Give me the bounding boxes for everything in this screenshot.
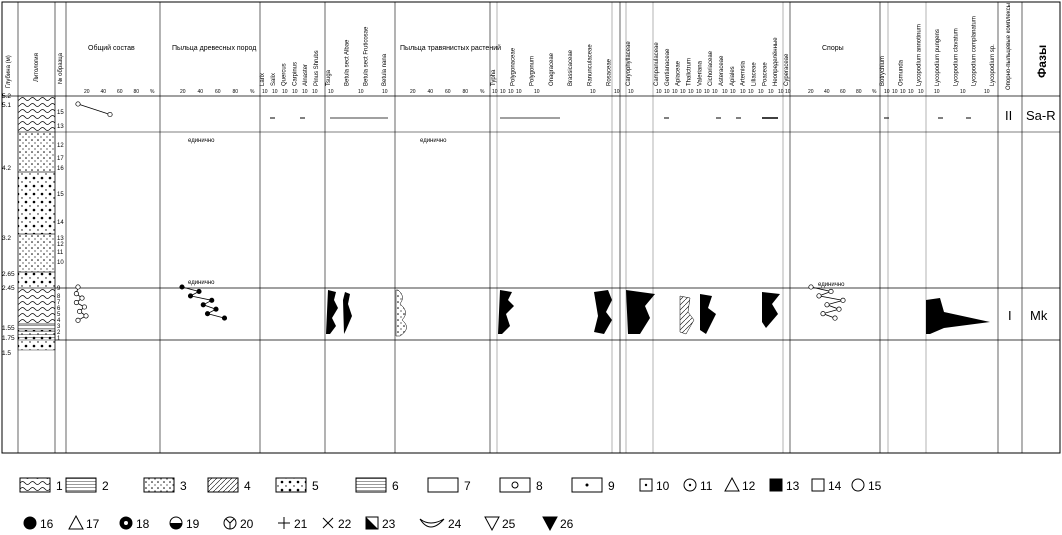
taxon-trees_b-1: Betula sect Albae bbox=[344, 39, 351, 86]
sample-label-11: 9 bbox=[57, 286, 61, 292]
tick-small-23: 10 bbox=[704, 89, 710, 95]
depth-label-7: 1.75 bbox=[2, 335, 15, 342]
sample-label-16: 4 bbox=[57, 318, 61, 324]
sample-header: № образца bbox=[58, 52, 64, 84]
tick-small-12: 10 bbox=[516, 89, 522, 95]
tick-percent-4: % bbox=[480, 89, 485, 95]
taxon-herbs_b-11: Неопределённые bbox=[773, 37, 780, 86]
sample-label-2: 12 bbox=[57, 143, 64, 149]
taxa-herbs-b bbox=[654, 37, 790, 86]
spores-header: Споры bbox=[822, 45, 844, 52]
tick-tree-1: 40 bbox=[197, 89, 204, 95]
taxon-herbs_b-10: Poaceae bbox=[762, 62, 769, 86]
tick-percent-2: 60 bbox=[445, 89, 451, 95]
series-point-1-2 bbox=[80, 296, 84, 300]
series-line-0 bbox=[78, 104, 110, 115]
tick-small-6: 10 bbox=[328, 89, 334, 95]
series-point-2-1 bbox=[197, 289, 201, 293]
tick-small-37: 10 bbox=[918, 89, 924, 95]
taxon-herbs_a-6: Rosaceae bbox=[606, 58, 613, 86]
phase-lower: Mk bbox=[1030, 308, 1048, 323]
tick-percent-3: 80 bbox=[133, 89, 140, 95]
legend-symbol-17 bbox=[69, 516, 83, 529]
tick-small-24: 10 bbox=[712, 89, 718, 95]
series-point-1-3 bbox=[74, 300, 78, 304]
tick-percent-1: 40 bbox=[824, 89, 830, 95]
legend-label-1: 1 bbox=[56, 479, 63, 493]
legend-symbol-22 bbox=[323, 518, 333, 528]
legend bbox=[20, 478, 882, 531]
legend-label-19: 19 bbox=[186, 517, 200, 531]
taxon-herbs_b-4: Valeriana bbox=[697, 61, 704, 86]
series-point-1-6 bbox=[84, 314, 88, 318]
sample-label-12: 8 bbox=[57, 294, 61, 300]
taxon-herbs_b-7: Apiales bbox=[729, 66, 736, 86]
bar-lycopodium bbox=[926, 298, 990, 334]
tick-small-19: 10 bbox=[672, 89, 678, 95]
tick-small-15: 10 bbox=[614, 89, 620, 95]
phase-header: Фазы bbox=[1035, 44, 1049, 78]
legend-label-23: 23 bbox=[382, 517, 396, 531]
tick-small-32: 10 bbox=[785, 89, 791, 95]
legend-label-16: 16 bbox=[40, 517, 54, 531]
taxon-spores_b-2: Lycopodium annotinum bbox=[916, 24, 923, 86]
series-point-0-1 bbox=[108, 112, 112, 116]
legend-symbol-21 bbox=[278, 517, 290, 529]
depth-labels bbox=[2, 93, 15, 357]
series-point-1-5 bbox=[77, 309, 81, 313]
bar-betula-albae bbox=[326, 290, 338, 334]
sample-label-8: 12 bbox=[57, 242, 64, 248]
taxon-trees_b-2: Betula sect Fruticosae bbox=[363, 26, 370, 86]
zone-lower: I bbox=[1008, 308, 1012, 323]
legend-9-mark bbox=[586, 484, 589, 487]
tick-tree-2: 60 bbox=[215, 89, 221, 95]
sample-label-17: 3 bbox=[57, 324, 61, 330]
legend-label-11: 11 bbox=[700, 479, 713, 493]
series-point-3-6 bbox=[821, 311, 825, 315]
tick-small-1: 10 bbox=[272, 89, 278, 95]
tick-small-10: 10 bbox=[500, 89, 506, 95]
taxon-trees_a-5: Pinus Shrubs bbox=[314, 50, 320, 86]
legend-symbol-12 bbox=[725, 478, 739, 491]
sample-label-9: 11 bbox=[57, 250, 64, 256]
legend-symbol-1 bbox=[20, 478, 50, 492]
herb-pollen-header-text: Пыльца травянистых растений bbox=[400, 45, 502, 52]
taxon-spores_b-5: Lycopodium complanatum bbox=[971, 16, 978, 86]
series-point-3-3 bbox=[841, 298, 845, 302]
tick-percent-2: 60 bbox=[840, 89, 846, 95]
taxon-trees_a-4: Alnaster bbox=[303, 63, 310, 86]
tick-small-11: 10 bbox=[508, 89, 514, 95]
series-point-2-2 bbox=[188, 294, 192, 298]
taxon-herbs_b-2: Apiaceae bbox=[675, 60, 682, 86]
legend-label-24: 24 bbox=[448, 517, 462, 531]
tick-small-31: 10 bbox=[778, 89, 784, 95]
series-point-3-5 bbox=[837, 307, 841, 311]
taxon-herbs_a-1: Polygonaceae bbox=[510, 47, 517, 86]
sample-label-1: 13 bbox=[57, 124, 64, 130]
bar-typha bbox=[498, 290, 514, 334]
phase-upper: Sa-R bbox=[1026, 108, 1056, 123]
taxon-trees_a-3: Carpinus bbox=[292, 61, 299, 86]
tick-small-39: 10 bbox=[960, 89, 966, 95]
taxa-herbs-a bbox=[491, 41, 632, 86]
silhouette-bars bbox=[326, 290, 990, 334]
legend-label-13: 13 bbox=[786, 479, 800, 493]
taxon-herbs_b-3: Thalictrum bbox=[686, 57, 693, 86]
legend-label-26: 26 bbox=[560, 517, 574, 531]
bar-ranunculaceae bbox=[594, 290, 612, 334]
legend-symbol-6 bbox=[356, 478, 386, 492]
series-point-3-1 bbox=[829, 289, 833, 293]
taxon-spores_b-0: Botrychium bbox=[880, 55, 886, 86]
sample-label-3: 17 bbox=[57, 156, 64, 162]
sample-labels bbox=[57, 110, 64, 342]
tree-pollen-header-text: Пыльца древесных пород bbox=[172, 45, 257, 52]
depth-label-1: 5.1 bbox=[2, 102, 12, 109]
legend-8-mark bbox=[512, 482, 518, 488]
series-point-3-0 bbox=[809, 285, 813, 289]
note-single-top-tree: единично bbox=[188, 138, 215, 144]
legend-symbol-13 bbox=[770, 479, 782, 491]
legend-symbol-16 bbox=[24, 517, 36, 529]
sample-label-14: 6 bbox=[57, 306, 61, 312]
legend-symbol-26 bbox=[543, 517, 557, 530]
legend-symbol-25 bbox=[485, 517, 499, 530]
tick-small-36: 10 bbox=[908, 89, 914, 95]
tick-percent-3: 80 bbox=[462, 89, 469, 95]
tick-small-22: 10 bbox=[696, 89, 702, 95]
sample-label-15: 5 bbox=[57, 312, 61, 318]
tick-percent-1: 40 bbox=[427, 89, 434, 95]
tick-small-2: 10 bbox=[282, 89, 288, 95]
tick-small-17: 10 bbox=[656, 89, 662, 95]
tick-percent-0: 20 bbox=[410, 89, 416, 95]
legend-label-7: 7 bbox=[464, 479, 471, 493]
note-single-mid-tree: единично bbox=[188, 280, 215, 286]
tick-percent-3: 80 bbox=[856, 89, 862, 95]
depth-label-3: 3.2 bbox=[2, 235, 12, 242]
series-point-0-0 bbox=[76, 102, 80, 106]
tick-small-4: 10 bbox=[302, 89, 308, 95]
tick-percent-4: % bbox=[150, 89, 155, 95]
taxon-herbs_a-4: Brassicaceae bbox=[568, 49, 575, 86]
legend-symbol-24 bbox=[420, 519, 444, 527]
note-single-spores: единично bbox=[818, 282, 845, 288]
series-point-3-2 bbox=[817, 294, 821, 298]
tick-small-21: 10 bbox=[688, 89, 694, 95]
sample-label-13: 7 bbox=[57, 300, 61, 306]
series-point-2-4 bbox=[201, 303, 205, 307]
legend-label-20: 20 bbox=[240, 517, 254, 531]
depth-label-2: 4.2 bbox=[2, 165, 12, 172]
bar-caryophyllaceae bbox=[626, 290, 655, 334]
taxon-spores_b-3: Lycopodium pungens bbox=[935, 29, 941, 86]
legend-label-17: 17 bbox=[86, 517, 100, 531]
tick-small-35: 10 bbox=[900, 89, 906, 95]
sample-label-0: 15 bbox=[57, 110, 64, 116]
series-point-1-1 bbox=[74, 291, 78, 295]
taxon-spores_b-4: Lycopodium clavatum bbox=[953, 28, 960, 86]
series-point-1-4 bbox=[82, 305, 86, 309]
series-point-2-3 bbox=[210, 298, 214, 302]
tick-small-25: 10 bbox=[722, 89, 728, 95]
legend-11-dot bbox=[689, 484, 691, 486]
depth-label-8: 1.5 bbox=[2, 350, 12, 357]
taxon-herbs_b-8: Artemisia bbox=[740, 60, 747, 86]
legend-label-18: 18 bbox=[136, 517, 150, 531]
tick-small-5: 10 bbox=[312, 89, 318, 95]
legend-19-half bbox=[170, 523, 182, 529]
taxon-herbs_b-9: Liliaceae bbox=[751, 62, 758, 86]
series-point-2-6 bbox=[205, 311, 209, 315]
tree-pollen-header bbox=[172, 45, 256, 52]
tick-small-7: 10 bbox=[358, 89, 364, 95]
tick-small-27: 10 bbox=[740, 89, 746, 95]
sample-label-18: 2 bbox=[57, 330, 61, 336]
series-point-2-5 bbox=[214, 307, 218, 311]
tick-small-33: 10 bbox=[884, 89, 890, 95]
tick-percent-4: % bbox=[872, 89, 877, 95]
taxon-herbs_a-3: Onagraceae bbox=[548, 52, 555, 86]
series-point-2-0 bbox=[180, 285, 184, 289]
tick-small-13: 10 bbox=[534, 89, 540, 95]
sample-label-10: 10 bbox=[57, 260, 64, 266]
depth-header: Глубина (м) bbox=[6, 55, 12, 88]
series-point-1-7 bbox=[76, 318, 80, 322]
taxon-trees_b-0: Tsuga bbox=[326, 69, 332, 86]
tick-small-28: 10 bbox=[748, 89, 754, 95]
taxon-spores_b-1: Osmunda bbox=[898, 59, 905, 86]
legend-label-9: 9 bbox=[608, 479, 615, 493]
legend-label-3: 3 bbox=[180, 479, 187, 493]
tick-small-40: 10 bbox=[984, 89, 990, 95]
taxon-trees_a-1: Salix bbox=[270, 72, 277, 86]
legend-symbol-14 bbox=[812, 479, 824, 491]
taxon-herbs_b-6: Asteraceae bbox=[719, 55, 725, 86]
taxon-herbs_b-12: Cyperaceae bbox=[784, 53, 790, 86]
tick-small-38: 10 bbox=[934, 89, 940, 95]
sample-label-7: 13 bbox=[57, 236, 64, 242]
axis-ticks bbox=[84, 89, 990, 95]
legend-label-12: 12 bbox=[742, 479, 756, 493]
legend-symbol-7 bbox=[428, 478, 458, 492]
tick-small-26: 10 bbox=[730, 89, 736, 95]
tick-small-0: 10 bbox=[262, 89, 268, 95]
legend-label-14: 14 bbox=[828, 479, 842, 493]
taxon-herbs_a-5: Ranunculaceae bbox=[587, 44, 594, 86]
taxon-trees_a-0: Larix bbox=[260, 72, 266, 86]
tick-tree-3: 80 bbox=[232, 89, 239, 95]
complex-header: Опорно-пыльцевые комплексы bbox=[1006, 3, 1012, 90]
taxon-trees_a-2: Quercus bbox=[281, 63, 288, 86]
herb-pollen-header bbox=[400, 44, 501, 52]
taxa-spores-b bbox=[880, 16, 996, 86]
legend-label-15: 15 bbox=[868, 479, 882, 493]
tick-small-3: 10 bbox=[292, 89, 298, 95]
tick-tree-4: % bbox=[250, 89, 255, 95]
legend-label-10: 10 bbox=[656, 479, 670, 493]
sample-label-19: 1 bbox=[57, 336, 61, 342]
series-point-3-4 bbox=[825, 303, 829, 307]
bar-betula-fruticosae bbox=[343, 292, 352, 334]
legend-10-dot bbox=[645, 484, 647, 486]
column-dividers bbox=[18, 2, 1022, 453]
series-point-1-0 bbox=[76, 285, 80, 289]
taxon-spores_b-6: Lycopodium sp. bbox=[990, 44, 996, 86]
legend-symbol-5 bbox=[276, 478, 306, 492]
taxon-herbs_a-0: Typha bbox=[491, 69, 497, 86]
legend-label-5: 5 bbox=[312, 479, 319, 493]
legend-label-6: 6 bbox=[392, 479, 399, 493]
legend-label-25: 25 bbox=[502, 517, 516, 531]
tick-percent-1: 40 bbox=[100, 89, 107, 95]
tick-small-34: 10 bbox=[892, 89, 898, 95]
legend-symbol-15 bbox=[852, 479, 864, 491]
tick-small-16: 10 bbox=[628, 89, 634, 95]
general-header: Общий состав bbox=[88, 45, 135, 52]
note-single-top-herb: единично bbox=[420, 138, 447, 144]
legend-label-4: 4 bbox=[244, 479, 251, 493]
depth-label-5: 2.45 bbox=[2, 285, 15, 292]
sample-label-6: 14 bbox=[57, 220, 64, 226]
tick-percent-2: 60 bbox=[117, 89, 123, 95]
tick-small-20: 10 bbox=[680, 89, 686, 95]
depth-label-6: 1.55 bbox=[2, 325, 15, 332]
series-point-3-7 bbox=[833, 316, 837, 320]
legend-symbol-3 bbox=[144, 478, 174, 492]
zone-upper: II bbox=[1005, 108, 1013, 123]
tick-small-29: 10 bbox=[758, 89, 764, 95]
legend-symbol-4 bbox=[208, 478, 238, 492]
taxa-trees-a bbox=[260, 50, 320, 86]
legend-18-inner bbox=[124, 521, 128, 525]
taxon-herbs_b-0: Campanulaceae bbox=[654, 42, 660, 86]
tick-tree-0: 20 bbox=[180, 89, 186, 95]
tick-percent-0: 20 bbox=[808, 89, 814, 95]
tick-small-8: 10 bbox=[382, 89, 388, 95]
legend-symbol-2 bbox=[66, 478, 96, 492]
series-point-2-7 bbox=[222, 316, 226, 320]
taxon-trees_b-3: Betula nana bbox=[382, 53, 388, 86]
legend-label-2: 2 bbox=[102, 479, 109, 493]
sample-label-4: 16 bbox=[57, 166, 64, 172]
tick-small-14: 10 bbox=[590, 89, 596, 95]
tick-small-30: 10 bbox=[768, 89, 774, 95]
bar-cyperaceae bbox=[762, 292, 780, 328]
tick-small-18: 10 bbox=[664, 89, 670, 95]
bar-asteraceae bbox=[700, 294, 716, 334]
legend-label-8: 8 bbox=[536, 479, 543, 493]
taxon-herbs_a-7: Caryophyllaceae bbox=[626, 41, 632, 86]
tick-small-9: 10 bbox=[492, 89, 498, 95]
pollen-curves bbox=[74, 102, 971, 323]
depth-label-4: 2.65 bbox=[2, 271, 15, 278]
sample-label-5: 15 bbox=[57, 192, 64, 198]
taxon-herbs_b-1: Gentianaceae bbox=[664, 48, 671, 86]
tick-percent-0: 20 bbox=[84, 89, 90, 95]
taxon-herbs_b-5: Cichoriaceae bbox=[708, 50, 715, 86]
legend-label-22: 22 bbox=[338, 517, 352, 531]
depth-label-0: 5.2 bbox=[2, 93, 12, 100]
taxa-trees-b bbox=[326, 26, 388, 86]
lithology-header: Литология bbox=[34, 53, 40, 82]
taxon-herbs_a-2: Polygonum bbox=[529, 55, 536, 86]
lithology-column bbox=[18, 96, 55, 350]
legend-label-21: 21 bbox=[294, 517, 308, 531]
